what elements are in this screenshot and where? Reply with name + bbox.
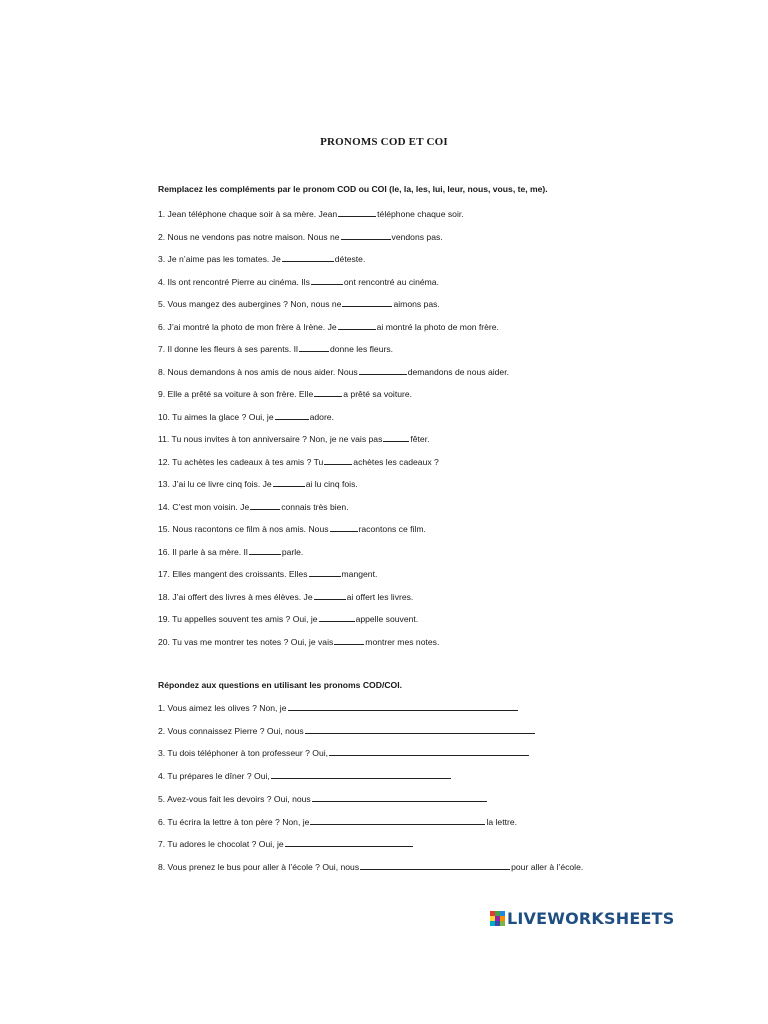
answer-blank[interactable] [314,590,346,600]
answer-blank[interactable] [249,545,281,555]
question-text-after: ont rencontré au cinéma. [343,276,439,287]
question-text-after: déteste. [334,254,366,264]
section2-item [158,837,414,849]
section1-item [158,612,418,624]
liveworksheets-logo [490,908,674,928]
question-text: 7. Il donne les fleurs à ses parents. Il [158,344,298,354]
question-text: 5. Vous mangez des aubergines ? Non, nous ne [158,299,342,309]
section1-item [158,477,358,489]
question-text: 2. Nous ne vendons pas notre maison. Nous ne [158,231,340,242]
section1-item [158,252,365,264]
question-text: 20. Tu vas me montrer tes notes ? Oui, je vais [158,636,334,647]
question-text: 12. Tu achètes les cadeaux à tes amis ? Tu [158,456,324,467]
question-text: 1. Jean téléphone chaque soir à sa mère. Jean [158,209,338,219]
section1-instruction: Remplacez les compléments par le pronom COD ou COI (le, la, les, lui, leur, nous, vous, te, me). [158,184,548,194]
answer-blank[interactable] [334,635,364,645]
question-text-after: ai montré la photo de mon frère. [376,321,499,332]
answer-blank[interactable] [305,724,535,734]
question-text-after: demandons de nous aider. [407,366,509,377]
section1-item [158,455,439,467]
section1-item [158,297,440,309]
question-text: 4. Ils ont rencontré Pierre au cinéma. Ils [158,276,310,287]
section1-item [158,500,349,512]
question-text-after: la lettre. [486,816,518,827]
question-text-after: fêter. [410,434,430,444]
question-text: 10. Tu aimes la glace ? Oui, je [158,411,274,422]
answer-blank[interactable] [319,612,355,622]
question-text: 13. J’ai lu ce livre cinq fois. Je [158,479,272,489]
question-text: 3. Je n’aime pas les tomates. Je [158,254,281,264]
question-text: 14. C’est mon voisin. Je [158,501,250,512]
answer-blank[interactable] [271,769,451,779]
answer-blank[interactable] [330,522,358,532]
section2-item [158,860,583,872]
answer-blank[interactable] [329,746,529,756]
question-text: 5. Avez-vous fait les devoirs ? Oui, nous [158,793,311,804]
question-text: 2. Vous connaissez Pierre ? Oui, nous [158,725,304,736]
answer-blank[interactable] [288,701,518,711]
answer-blank[interactable] [341,230,391,240]
answer-blank[interactable] [310,815,485,825]
question-text-after: donne les fleurs. [329,344,394,354]
question-text: 8. Vous prenez le bus pour aller à l’école ? Oui, nous [158,861,360,872]
question-text-after: ai offert les livres. [346,591,414,602]
answer-blank[interactable] [314,387,342,397]
question-text-after: pour aller à l’école. [511,861,584,872]
section1-item [158,522,426,534]
question-text-after: ai lu cinq fois. [305,479,358,489]
section2-instruction: Répondez aux questions en utilisant les pronoms COD/COI. [158,680,402,690]
section2-item [158,815,517,827]
question-text: 8. Nous demandons à nos amis de nous aider. Nous [158,366,358,377]
question-text: 17. Elles mangent des croissants. Elles [158,569,308,579]
answer-blank[interactable] [359,365,407,375]
section1-item [158,432,429,444]
answer-blank[interactable] [275,410,309,420]
answer-blank[interactable] [338,207,376,217]
logo-square [500,921,505,926]
section1-item [158,545,303,557]
section2-item [158,724,536,736]
section1-item [158,275,439,287]
section1-item [158,590,413,602]
question-text-after: a prêté sa voiture. [343,389,413,399]
section1-item [158,365,509,377]
answer-blank[interactable] [324,455,352,465]
question-text: 6. J’ai montré la photo de mon frère à Irène. Je [158,321,337,332]
question-text-after: connais très bien. [281,501,349,512]
section1-item [158,410,334,422]
section2-item [158,792,488,804]
question-text-after: appelle souvent. [355,614,419,624]
section2-item [158,769,452,781]
answer-blank[interactable] [282,252,334,262]
question-text-after: adore. [309,411,334,422]
question-text: 4. Tu prépares le dîner ? Oui, [158,771,270,782]
section1-item [158,320,499,332]
answer-blank[interactable] [383,432,409,442]
answer-blank[interactable] [285,837,413,847]
answer-blank[interactable] [311,275,343,285]
question-text-after: parle. [281,546,304,557]
logo-text: LIVEWORKSHEETS [507,908,675,928]
answer-blank[interactable] [299,342,329,352]
question-text-after: achètes les cadeaux ? [353,456,439,467]
question-text-after: mangent. [341,569,378,579]
section1-item [158,207,464,219]
question-text: 16. Il parle à sa mère. Il [158,546,248,557]
question-text-after: téléphone chaque soir. [377,209,464,219]
section1-item [158,342,393,354]
answer-blank[interactable] [312,792,487,802]
section1-item [158,567,377,579]
answer-blank[interactable] [250,500,280,510]
question-text: 1. Vous aimez les olives ? Non, je [158,703,287,713]
question-text-after: montrer mes notes. [365,636,440,647]
question-text: 11. Tu nous invites à ton anniversaire ? Non, je ne vais pas [158,434,383,444]
question-text: 9. Elle a prêté sa voiture à son frère. Elle [158,389,314,399]
question-text: 19. Tu appelles souvent tes amis ? Oui, je [158,614,318,624]
question-text: 7. Tu adores le chocolat ? Oui, je [158,839,284,850]
question-text-after: racontons ce film. [358,524,426,534]
section1-item [158,635,439,647]
question-text-after: vendons pas. [391,231,443,242]
answer-blank[interactable] [273,477,305,487]
answer-blank[interactable] [360,860,510,870]
section1-item [158,230,443,242]
answer-blank[interactable] [309,567,341,577]
section2-item [158,701,519,713]
question-text: 6. Tu écrira la lettre à ton père ? Non, je [158,816,310,827]
question-text: 15. Nous racontons ce film à nos amis. Nous [158,524,329,534]
page-title: PRONOMS COD ET COI [320,136,448,148]
question-text: 3. Tu dois téléphoner à ton professeur ? Oui, [158,748,329,759]
section2-item [158,746,530,758]
liveworksheets-logo-icon [490,911,505,926]
answer-blank[interactable] [342,297,392,307]
question-text-after: aimons pas. [393,299,440,309]
section1-item [158,387,412,399]
answer-blank[interactable] [338,320,376,330]
question-text: 18. J’ai offert des livres à mes élèves. Je [158,591,313,602]
